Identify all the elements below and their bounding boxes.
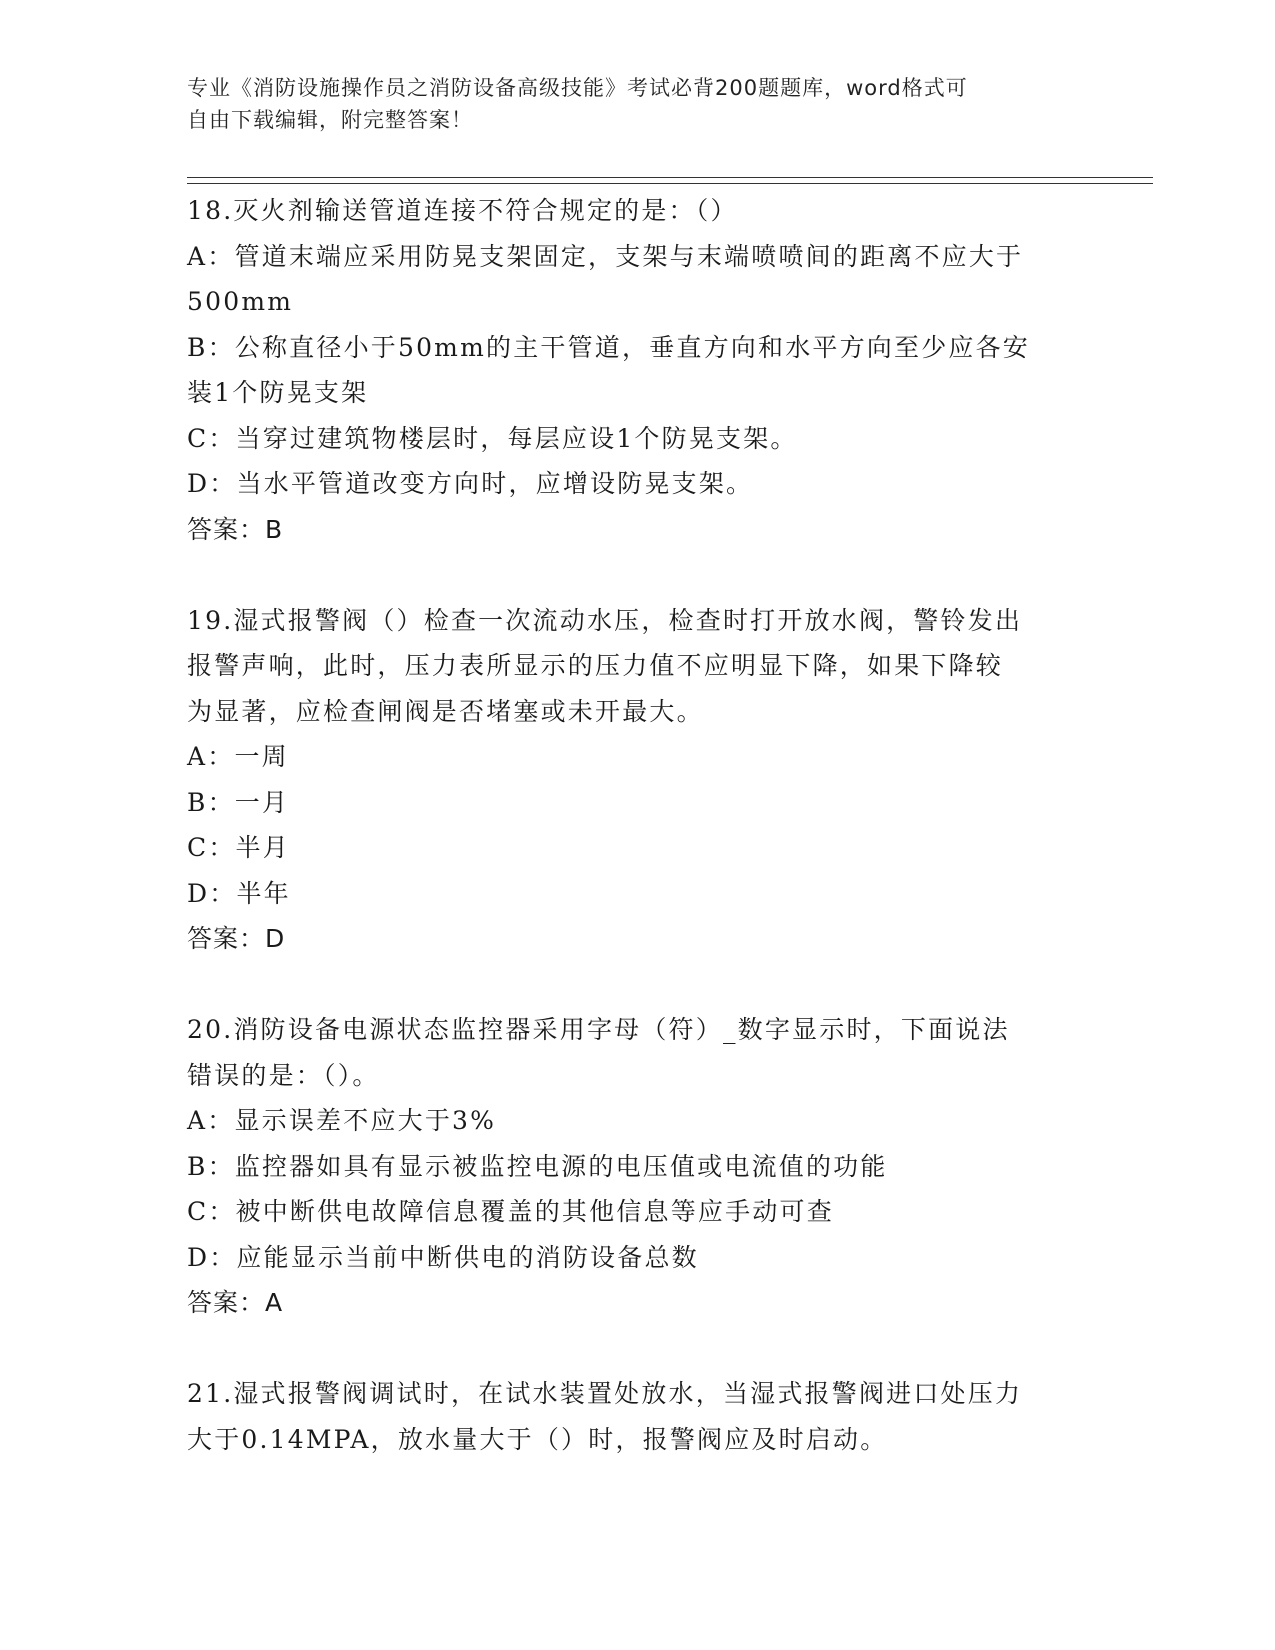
question-text: 20.消防设备电源状态监控器采用字母（符）_数字显示时，下面说法 [187,1015,1010,1044]
question-spacer [187,962,1087,1008]
question-text: 大于0.14MPA，放水量大于（）时，报警阀应及时启动。 [187,1424,888,1454]
answer-text: 答案：B [187,514,284,544]
question-block [187,598,1087,962]
question-block [187,1371,1087,1462]
header-divider-bottom [187,183,1153,184]
answer-text: 答案：A [187,1288,284,1317]
question-text: 19.湿式报警阀（）检查一次流动水压，检查时打开放水阀，警铃发出 [187,605,1023,635]
option-text: C：半月 [187,833,290,862]
option-text: A：管道末端应采用防晃支架固定，支架与末端喷喷间的距离不应大于 [187,241,1024,271]
question-text: 报警声响，此时，压力表所显示的压力值不应明显下降，如果下降较 [187,651,1004,680]
question-block [187,1007,1087,1326]
option-text: 装1个防晃支架 [187,378,369,407]
question-text: 18.灭火剂输送管道连接不符合规定的是：（） [187,196,738,225]
option-text: 500mm [187,287,294,316]
header-line-2: 自由下载编辑，附完整答案！ [187,108,473,132]
option-text: B：一月 [187,787,290,817]
document-header [187,72,1087,136]
option-text: C：当穿过建筑物楼层时，每层应设1个防晃支架。 [187,423,798,453]
question-text: 错误的是：（）。 [187,1060,380,1090]
option-text: D：应能显示当前中断供电的消防设备总数 [187,1242,699,1272]
question-text: 为显著，应检查闸阀是否堵塞或未开最大。 [187,696,704,726]
option-text: B：监控器如具有显示被监控电源的电压值或电流值的功能 [187,1151,888,1181]
header-divider-top [187,177,1153,178]
option-text: A：一周 [187,742,289,771]
answer-text: 答案：D [187,924,286,953]
question-text: 21.湿式报警阀调试时，在试水装置处放水，当湿式报警阀进口处压力 [187,1379,1023,1408]
question-block [187,188,1087,552]
header-line-1: 专业《消防设施操作员之消防设备高级技能》考试必背200题题库，word格式可 [187,76,968,100]
question-list [187,188,1087,1462]
option-text: B：公称直径小于50mm的主干管道，垂直方向和水平方向至少应各安 [187,332,1030,362]
option-text: C：被中断供电故障信息覆盖的其他信息等应手动可查 [187,1197,834,1226]
option-text: D：半年 [187,878,291,908]
option-text: A：显示误差不应大于3% [187,1106,497,1135]
question-spacer [187,1326,1087,1372]
question-spacer [187,552,1087,598]
option-text: D：当水平管道改变方向时，应增设防晃支架。 [187,469,754,498]
